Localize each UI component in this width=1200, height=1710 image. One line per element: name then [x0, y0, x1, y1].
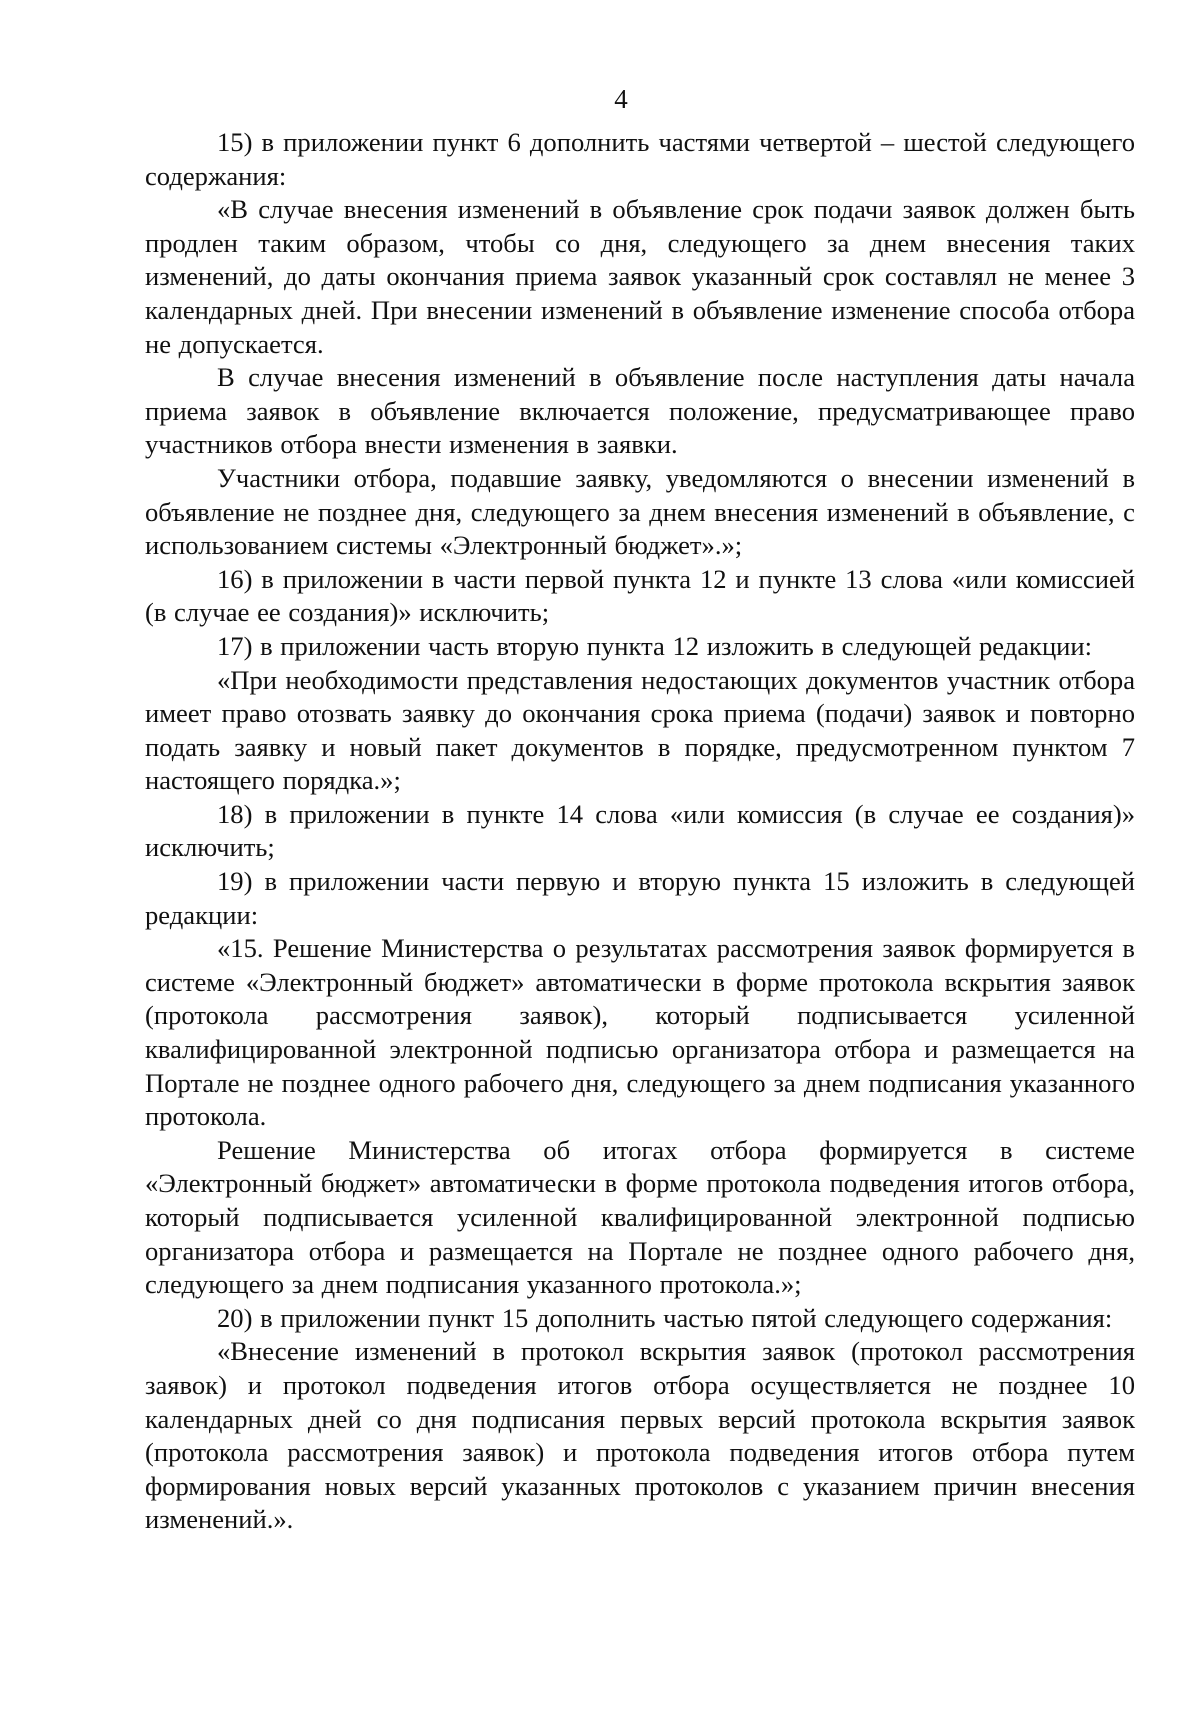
paragraph-quote-review-results: «15. Решение Министерства о результатах рассмотрения заявок формируется в системе «Электронный бюджет» автоматически в форме протокола вскрытия заявок (протокола рассмотрения заявок), который подписывается усиленной квалифицированной электронной подписью организатора отбора и размещается на Портале не позднее одного рабочего дня, следующего за днем подписания указанного протокола. [145, 933, 1135, 1132]
paragraph-amendment-16: 16) в приложении в части первой пункта 12 и пункте 13 слова «или комиссией (в случае ее создания)» исключить; [145, 563, 1135, 628]
paragraph-amendment-20: 20) в приложении пункт 15 дополнить частью пятой следующего содержания: [217, 1302, 1113, 1333]
paragraph-quote-changes-after-start: В случае внесения изменений в объявление после наступления даты начала приема заявок в объявление включается положение, предусматривающее право участников отбора внести изменения в заявки. [145, 362, 1135, 460]
paragraph-quote-missing-documents: «При необходимости представления недостающих документов участник отбора имеет право отозвать заявку до окончания срока приема (подачи) заявок и повторно подать заявку и новый пакет документов в порядке, предусмотренном пунктом 7 настоящего порядка.»; [145, 664, 1135, 796]
page-number: 4 [614, 84, 628, 114]
paragraph-quote-participant-notification: Участники отбора, подавшие заявку, уведомляются о внесении изменений в объявление не позднее дня, следующего за днем внесения изменений в объявление, с использованием системы «Электронный бюджет».»; [145, 462, 1135, 561]
paragraph-amendment-19: 19) в приложении части первую и вторую пункта 15 изложить в следующей редакции: [145, 866, 1135, 930]
paragraph-quote-deadline-extension: «В случае внесения изменений в объявление срок подачи заявок должен быть продлен таким образом, чтобы со дня, следующего за днем внесения таких изменений, до даты окончания приема заявок указанный срок составлял не менее 3 календарных дней. При внесении изменений в объявление изменение способа отбора не допускается. [145, 194, 1135, 359]
paragraph-quote-protocol-changes: «Внесение изменений в протокол вскрытия заявок (протокол рассмотрения заявок) и протокол подведения итогов отбора осуществляется не позднее 10 календарных дней со дня подписания первых версий протокола вскрытия заявок (протокола рассмотрения заявок) и протокола подведения итогов отбора путем формирования новых версий указанных протоколов с указанием причин внесения изменений.». [145, 1336, 1135, 1535]
paragraph-amendment-17: 17) в приложении часть вторую пункта 12 изложить в следующей редакции: [217, 630, 1093, 661]
paragraph-amendment-15: 15) в приложении пункт 6 дополнить частями четвертой – шестой следующего содержания: [145, 127, 1135, 191]
paragraph-quote-selection-results: Решение Министерства об итогах отбора формируется в системе «Электронный бюджет» автоматически в форме протокола подведения итогов отбора, который подписывается усиленной квалифицированной электронной подписью организатора отбора и размещается на Портале не позднее одного рабочего дня, следующего за днем подписания указанного протокола.»; [145, 1134, 1135, 1300]
document-body [145, 126, 1135, 1537]
paragraph-amendment-18: 18) в приложении в пункте 14 слова «или комиссия (в случае ее создания)» исключить; [145, 798, 1135, 863]
